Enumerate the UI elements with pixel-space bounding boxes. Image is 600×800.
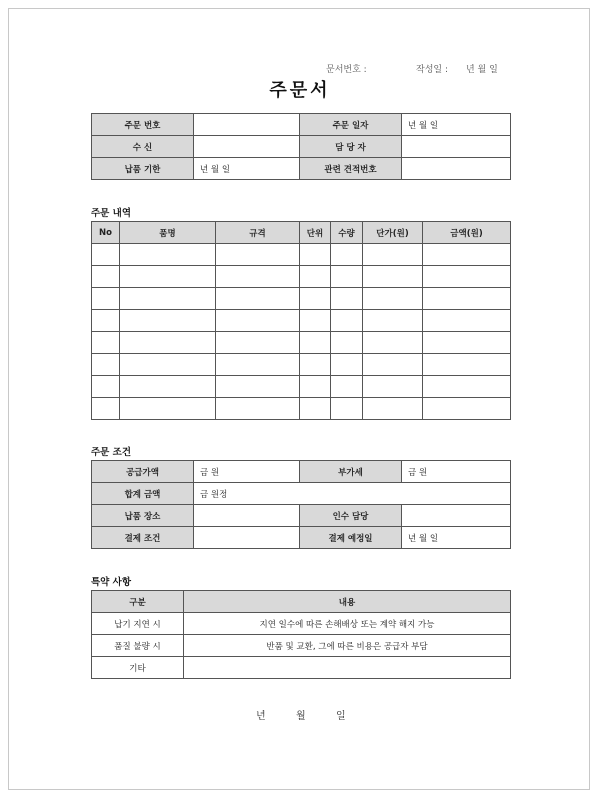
delivery-place-field[interactable] <box>194 505 300 527</box>
table-cell[interactable] <box>120 376 216 398</box>
table-cell[interactable] <box>300 376 331 398</box>
receiver-field[interactable] <box>402 505 511 527</box>
table-cell[interactable] <box>423 266 511 288</box>
table-cell[interactable] <box>331 244 363 266</box>
table-cell[interactable] <box>92 310 120 332</box>
payment-date-field[interactable]: 년 월 일 <box>402 527 511 549</box>
doc-number-label: 문서번호 : <box>326 65 367 75</box>
table-cell[interactable] <box>300 266 331 288</box>
order-details-body <box>92 244 511 420</box>
table-cell[interactable] <box>120 398 216 420</box>
table-cell[interactable] <box>120 310 216 332</box>
special-terms-title: 특약 사항 <box>91 577 132 588</box>
table-cell[interactable] <box>92 354 120 376</box>
table-cell[interactable] <box>216 310 300 332</box>
table-cell[interactable] <box>363 376 423 398</box>
table-row <box>92 398 511 420</box>
column-header: 수량 <box>331 222 363 244</box>
order-no-label: 주문 번호 <box>92 114 194 136</box>
footer-year: 년 <box>256 711 266 722</box>
table-cell[interactable] <box>300 310 331 332</box>
table-cell[interactable] <box>216 354 300 376</box>
column-header: 단위 <box>300 222 331 244</box>
supply-price-field[interactable]: 금 원 <box>194 461 300 483</box>
manager-label: 담 당 자 <box>300 136 402 158</box>
table-cell[interactable] <box>363 398 423 420</box>
special-term-content[interactable]: 반품 및 교환, 그에 따른 비용은 공급자 부담 <box>184 635 511 657</box>
table-cell[interactable] <box>363 288 423 310</box>
table-cell[interactable] <box>216 266 300 288</box>
table-cell[interactable] <box>120 332 216 354</box>
table-cell[interactable] <box>331 332 363 354</box>
table-cell[interactable] <box>331 376 363 398</box>
table-cell[interactable] <box>120 354 216 376</box>
table-cell[interactable] <box>423 244 511 266</box>
table-cell[interactable] <box>92 332 120 354</box>
column-header: No <box>92 222 120 244</box>
order-info-table <box>91 113 511 180</box>
column-header: 규격 <box>216 222 300 244</box>
table-cell[interactable] <box>363 354 423 376</box>
table-cell[interactable] <box>92 288 120 310</box>
table-cell[interactable] <box>331 354 363 376</box>
special-term-content[interactable] <box>184 657 511 679</box>
manager-field[interactable] <box>402 136 511 158</box>
table-cell[interactable] <box>120 288 216 310</box>
special-term-content[interactable]: 지연 일수에 따른 손해배상 또는 계약 해지 가능 <box>184 613 511 635</box>
special-term-category: 납기 지연 시 <box>92 613 184 635</box>
column-header: 금액(원) <box>423 222 511 244</box>
table-cell[interactable] <box>216 288 300 310</box>
table-row <box>92 310 511 332</box>
table-row <box>92 288 511 310</box>
table-cell[interactable] <box>300 332 331 354</box>
table-cell[interactable] <box>423 398 511 420</box>
table-cell[interactable] <box>92 266 120 288</box>
recipient-field[interactable] <box>194 136 300 158</box>
deadline-field[interactable]: 년 월 일 <box>194 158 300 180</box>
order-conditions-table <box>91 460 511 549</box>
table-cell[interactable] <box>92 398 120 420</box>
delivery-place-label: 납품 장소 <box>92 505 194 527</box>
column-header: 품명 <box>120 222 216 244</box>
table-row <box>92 244 511 266</box>
vat-label: 부가세 <box>300 461 402 483</box>
supply-price-label: 공급가액 <box>92 461 194 483</box>
table-cell[interactable] <box>423 310 511 332</box>
footer-month: 월 <box>296 711 306 722</box>
table-cell[interactable] <box>331 266 363 288</box>
table-cell[interactable] <box>423 288 511 310</box>
table-cell[interactable] <box>423 376 511 398</box>
table-cell[interactable] <box>423 332 511 354</box>
written-date-value: 년 월 일 <box>466 65 498 75</box>
table-cell[interactable] <box>216 376 300 398</box>
content-header: 내용 <box>184 591 511 613</box>
table-cell[interactable] <box>423 354 511 376</box>
table-cell[interactable] <box>363 310 423 332</box>
table-cell[interactable] <box>120 244 216 266</box>
table-cell[interactable] <box>92 244 120 266</box>
table-cell[interactable] <box>300 288 331 310</box>
table-cell[interactable] <box>363 332 423 354</box>
deadline-label: 납품 기한 <box>92 158 194 180</box>
total-field[interactable]: 금 원정 <box>194 483 511 505</box>
special-term-category: 품질 불량 시 <box>92 635 184 657</box>
table-cell[interactable] <box>216 332 300 354</box>
table-row <box>92 332 511 354</box>
order-date-field[interactable]: 년 월 일 <box>402 114 511 136</box>
payment-terms-label: 결제 조건 <box>92 527 194 549</box>
table-cell[interactable] <box>216 398 300 420</box>
order-no-field[interactable] <box>194 114 300 136</box>
table-cell[interactable] <box>363 244 423 266</box>
table-cell[interactable] <box>300 244 331 266</box>
table-cell[interactable] <box>331 288 363 310</box>
table-cell[interactable] <box>331 310 363 332</box>
table-row <box>92 266 511 288</box>
table-cell[interactable] <box>120 266 216 288</box>
order-date-label: 주문 일자 <box>300 114 402 136</box>
written-date-label: 작성일 : <box>416 65 448 75</box>
category-header: 구분 <box>92 591 184 613</box>
order-details-table <box>91 221 511 420</box>
special-terms-table <box>91 590 511 679</box>
receiver-label: 인수 담당 <box>300 505 402 527</box>
recipient-label: 수 신 <box>92 136 194 158</box>
table-cell[interactable] <box>216 244 300 266</box>
payment-date-label: 결제 예정일 <box>300 527 402 549</box>
table-cell[interactable] <box>92 376 120 398</box>
special-term-category: 기타 <box>92 657 184 679</box>
order-details-title: 주문 내역 <box>91 208 132 219</box>
footer-day: 일 <box>336 711 346 722</box>
order-conditions-title: 주문 조건 <box>91 447 132 458</box>
payment-terms-field[interactable] <box>194 527 300 549</box>
table-cell[interactable] <box>300 398 331 420</box>
table-row <box>92 354 511 376</box>
vat-field[interactable]: 금 원 <box>402 461 511 483</box>
page-title: 주문서 <box>269 80 331 101</box>
quote-no-label: 관련 견적번호 <box>300 158 402 180</box>
table-cell[interactable] <box>363 266 423 288</box>
quote-no-field[interactable] <box>402 158 511 180</box>
table-cell[interactable] <box>300 354 331 376</box>
table-row <box>92 376 511 398</box>
column-header: 단가(원) <box>363 222 423 244</box>
total-label: 합계 금액 <box>92 483 194 505</box>
table-cell[interactable] <box>331 398 363 420</box>
